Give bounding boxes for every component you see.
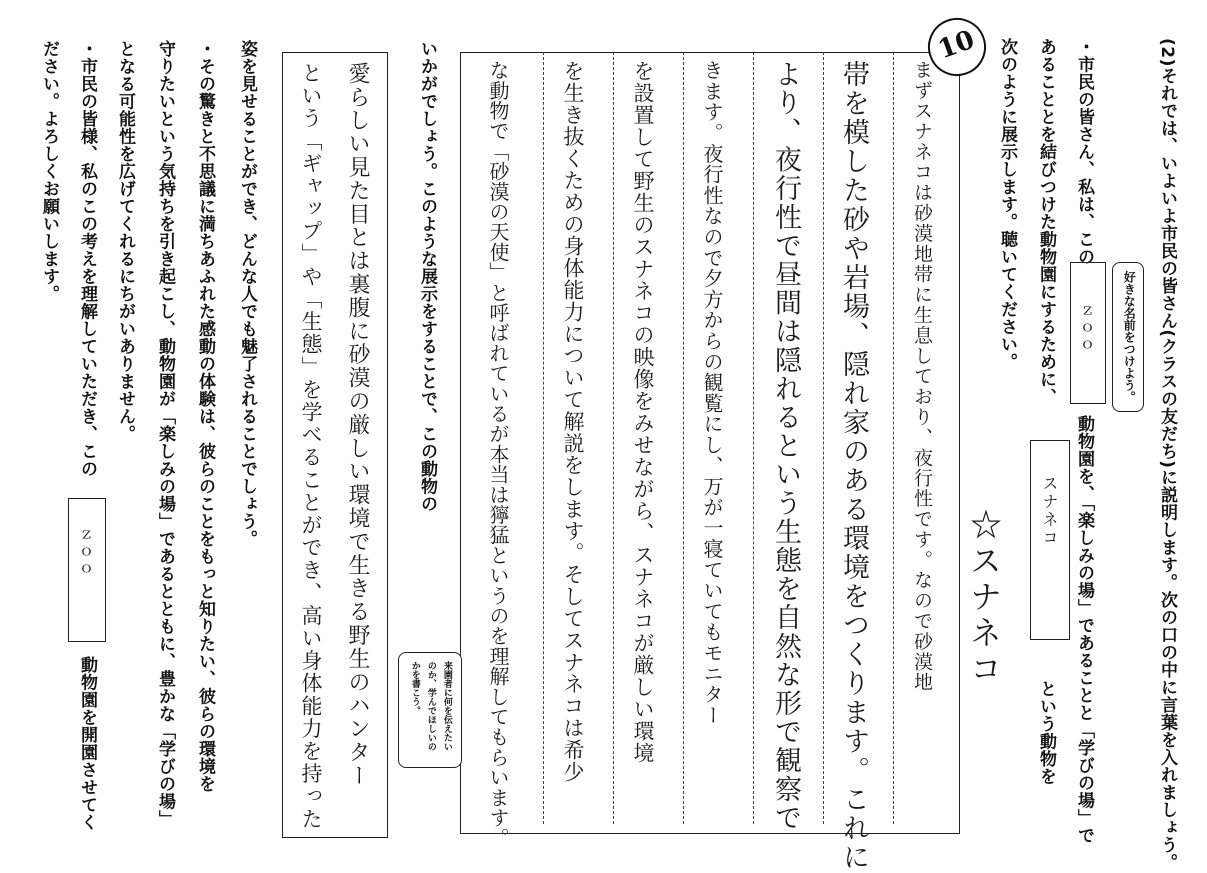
question-line-2a: ・市民の皆さん、私は、この	[1074, 38, 1094, 266]
closing-zoo-box	[68, 498, 106, 642]
closing-zoo-value: ｚｏｏ	[77, 527, 95, 578]
question-line-3a: あることとを結びつけた動物園にするために、	[1036, 38, 1056, 406]
answer-line-2: 帯を模した砂や岩場、隠れ家のある環境をつくります。これに	[838, 60, 869, 872]
answer-line-3: より、夜行性で昼間は隠れるという生態を自然な形で観察で	[770, 60, 801, 833]
closing-line-3: となる可能性を広げてくれるにちがいありません。	[115, 40, 135, 443]
learning-hint-1: 来園者に何を伝えたい	[441, 661, 452, 751]
star-animal-name: ☆スナネコ	[965, 508, 1003, 688]
zoo-name-hint-bubble	[1112, 262, 1144, 412]
answer-rule-5	[613, 52, 614, 824]
closing-line-5: ださい。よろしくお願いします。	[39, 40, 59, 303]
learning-hint-3: かを書こう。	[409, 661, 420, 715]
zoo-name-value: ｚｏｏ	[1078, 303, 1096, 354]
zoo-name-box	[1070, 262, 1106, 404]
answer-rule-4	[683, 52, 684, 824]
learning-hint-bubble	[398, 652, 462, 768]
learning-box	[282, 52, 388, 838]
answer-rule-6	[543, 52, 544, 824]
answer-line-4: きます。夜行性なので夕方からの観覧にし、万が一寝ていてもモニター	[700, 60, 724, 726]
answer-line-6: を生き抜くための身体能力について解説をします。そしてスナネコは希少	[561, 60, 585, 783]
animal-name-box	[1030, 440, 1070, 640]
section2-line-1: いかがでしょう。このような展示をすることで、この動物の	[417, 40, 437, 513]
closing-line-4b: 動物園を開園させてく	[77, 656, 97, 831]
learning-line-1: 愛らしい見た目とは裏腹に砂漠の厳しい環境で生きる野生のハンター	[345, 62, 370, 788]
zoo-name-hint: 好きな名前をつけよう。	[1122, 271, 1137, 403]
answer-line-7: な動物で「砂漠の天使」と呼ばれているが本当は獰猛というのを理解してもらいます。	[486, 60, 510, 848]
answer-rule-2	[823, 52, 824, 824]
answer-line-1: まずスナネコは砂漠地帯に生息しており、夜行性です。なので砂漠地	[911, 60, 933, 693]
question-line-3b: という動物を	[1036, 680, 1056, 785]
question-number: (2)	[1157, 38, 1177, 67]
question-line-4: 次のように展示します。聴いてください。	[997, 38, 1017, 371]
answer-rule-3	[753, 52, 754, 824]
question-line-2b: 動物園を、「楽しみの場」であることと「学びの場」で	[1074, 415, 1094, 844]
answer-rule-1	[893, 52, 894, 824]
animal-name-value: スナネコ	[1040, 475, 1059, 547]
learning-line-2: という「ギャップ」や「生態」を学べることができ、高い身体能力を持った	[299, 62, 323, 831]
closing-line-4a: ・市民の皆様、私のこの考えを理解していただき、この	[77, 40, 97, 478]
learning-hint-2: のか、学んでほしいの	[425, 661, 436, 751]
section2-line-2: 姿を見せることができ、どんな人でも魅了されることでしょう。	[237, 40, 257, 548]
closing-line-2: 守りたいという気持ちを引き起こし、動物園が「楽しみの場」であるとともに、豊かな「学びの場」	[155, 40, 175, 828]
closing-line-1: ・その驚きと不思議に満ちあふれた感動の体験は、彼らのことをもっと知りたい、彼らの環境を	[195, 40, 215, 793]
question-text: それでは、いよいよ市民の皆さん(クラスの友だち)に説明します。次の口の中に言葉を入れましょう。	[1157, 66, 1177, 871]
question-line-1	[1158, 38, 1175, 871]
answer-line-5: を設置して野生のスナネコの映像をみせながら、スナネコが厳しい環境	[631, 60, 655, 764]
score-value: 10	[934, 24, 979, 66]
